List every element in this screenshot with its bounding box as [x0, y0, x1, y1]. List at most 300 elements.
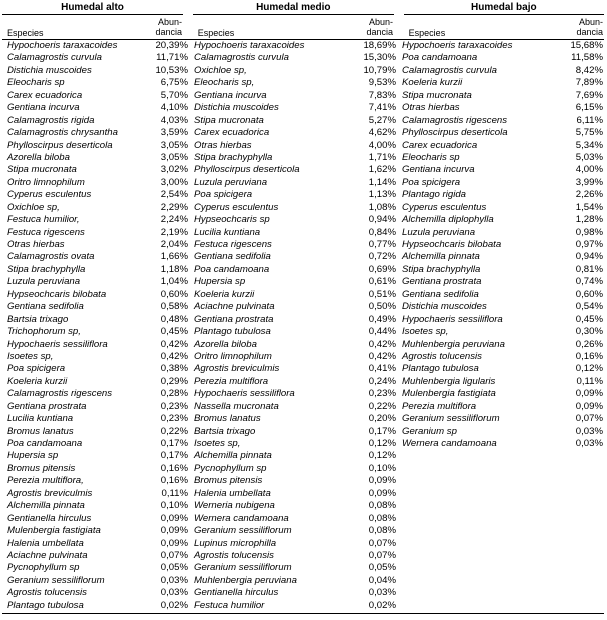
- species-name: Agrostis tolucensis: [194, 549, 274, 561]
- abundance-value: 0,50%: [368, 301, 396, 313]
- body-column-medio: [189, 40, 397, 612]
- species-name: Pycnophyllum sp: [7, 562, 80, 574]
- species-name: Plantago rigida: [402, 189, 467, 201]
- table-row: [2, 475, 189, 487]
- abundance-value: 0,10%: [160, 500, 188, 512]
- abundance-value: 4,03%: [160, 114, 188, 126]
- species-name: Stipa brachyphylla: [194, 151, 273, 163]
- species-name: Halenia umbellata: [7, 537, 84, 549]
- table-row: [2, 513, 189, 525]
- abundance-value: 2,29%: [160, 201, 188, 213]
- abundance-value: 0,28%: [160, 388, 188, 400]
- abundance-value: 7,89%: [575, 77, 603, 89]
- abundance-value: 1,13%: [368, 189, 396, 201]
- abundance-value: 5,27%: [368, 114, 396, 126]
- species-name: Stipa mucronata: [194, 114, 264, 126]
- header-abundance-medio: [349, 15, 394, 39]
- table-row: [189, 488, 397, 500]
- abundance-value: 2,04%: [160, 239, 188, 250]
- abundance-value: 0,12%: [368, 438, 396, 449]
- table-row: [2, 239, 189, 251]
- table-row: [189, 202, 397, 214]
- abundance-value: 0,09%: [160, 512, 188, 524]
- species-name: Trichophorum sp,: [7, 326, 81, 338]
- abundance-value: 5,03%: [575, 151, 603, 163]
- abundance-value: 5,75%: [575, 127, 603, 139]
- table-bottom-rule: [2, 613, 604, 614]
- table-row: [2, 550, 189, 562]
- species-name: Plantago tubulosa: [402, 363, 479, 375]
- abundance-value: 0,03%: [368, 587, 396, 599]
- species-name: Azorella biloba: [7, 151, 70, 163]
- table-row: [397, 301, 604, 313]
- species-name: Plantago tubulosa: [194, 326, 271, 338]
- species-name: Poa candamoana: [194, 263, 270, 275]
- abundance-value: 0,81%: [575, 263, 603, 275]
- species-name: Alchemilla pinnata: [194, 450, 272, 462]
- body-column-bajo: [397, 40, 604, 612]
- table-row: [397, 264, 604, 276]
- table-row: [189, 413, 397, 425]
- table-row: [189, 40, 397, 52]
- table-row: [189, 65, 397, 77]
- abundance-value: 0,08%: [368, 512, 396, 524]
- species-name: Luzula peruviana: [194, 176, 268, 188]
- abundance-value: 11,58%: [571, 52, 603, 64]
- species-name: Cyperus esculentus: [7, 189, 92, 201]
- abundance-value: 0,02%: [368, 599, 396, 611]
- abundance-value: 0,12%: [368, 450, 396, 462]
- header-abundance-bajo: [560, 15, 604, 39]
- table-row: [2, 376, 189, 388]
- species-name: Calamagrostis chrysantha: [7, 127, 118, 139]
- table-row: [189, 301, 397, 313]
- abundance-value: 0,61%: [368, 276, 396, 288]
- table-row: [2, 251, 189, 263]
- species-name: Hypochaeris sessiliflora: [7, 338, 108, 350]
- table-row: [2, 363, 189, 375]
- table-row: [189, 475, 397, 487]
- table-row: [189, 52, 397, 64]
- species-name: Bromus lanatus: [194, 413, 261, 425]
- abundance-value: 0,07%: [160, 549, 188, 561]
- species-name: Bromus pitensis: [194, 475, 263, 487]
- species-name: Alchemilla pinnata: [402, 251, 480, 263]
- table-row: [397, 401, 604, 413]
- abundance-value: 1,04%: [160, 276, 188, 288]
- table-row: [397, 177, 604, 189]
- abundance-value: 6,11%: [576, 114, 603, 126]
- species-name: Oritro limnophilum: [7, 176, 85, 188]
- species-name: Poa spicigera: [402, 176, 461, 188]
- table-row: [2, 388, 189, 400]
- table-row: [189, 525, 397, 537]
- abundance-value: 0,22%: [160, 425, 188, 437]
- table-row: [397, 438, 604, 450]
- table-row: [397, 90, 604, 102]
- group-title-row: [2, 2, 604, 15]
- abundance-value: 0,51%: [368, 288, 396, 300]
- table-row: [2, 426, 189, 438]
- abundance-value: 18,69%: [363, 40, 396, 51]
- table-row: [397, 426, 604, 438]
- group-title-bajo: Humedal bajo: [404, 2, 604, 15]
- table-row: [397, 77, 604, 89]
- table-row: [397, 388, 604, 400]
- table-row: [2, 339, 189, 351]
- table-row: [189, 562, 397, 574]
- abundance-value: 0,17%: [160, 438, 188, 449]
- abundance-value: 0,05%: [160, 562, 188, 574]
- abundance-value: 0,03%: [160, 587, 188, 599]
- abundance-value: 15,68%: [570, 40, 603, 51]
- abundance-value: 0,54%: [575, 301, 603, 313]
- abundance-value: 7,41%: [368, 102, 396, 114]
- species-name: Agrostis tolucensis: [402, 350, 482, 362]
- table-row: [397, 351, 604, 363]
- table-row: [397, 289, 604, 301]
- table-row: [2, 488, 189, 500]
- species-name: Gentiana incurva: [7, 102, 80, 114]
- species-name: Gentiana prostrata: [194, 313, 274, 325]
- table-row: [397, 227, 604, 239]
- abundance-value: 0,10%: [368, 462, 396, 474]
- abundance-value: 6,75%: [160, 77, 188, 89]
- table-row: [2, 538, 189, 550]
- abundance-value: 1,54%: [575, 201, 603, 213]
- table-row: [397, 276, 604, 288]
- abundance-value: 2,54%: [160, 189, 188, 201]
- table-row: [189, 538, 397, 550]
- species-name: Bartsia trixago: [194, 425, 256, 437]
- table-row: [397, 140, 604, 152]
- abundance-value: 0,38%: [160, 363, 188, 375]
- abundance-value: 1,18%: [160, 263, 188, 275]
- species-name: Geranium sessiliflorum: [194, 562, 292, 574]
- table-row: [2, 289, 189, 301]
- table-row: [189, 189, 397, 201]
- species-name: Poa candamoana: [7, 438, 83, 449]
- abundance-value: 0,02%: [160, 599, 188, 611]
- species-name: Koeleria kurzii: [7, 375, 68, 387]
- species-name: Eleocharis sp: [402, 151, 460, 163]
- table-row: [189, 90, 397, 102]
- species-name: Carex ecuadorica: [194, 127, 270, 139]
- species-name: Agrostis tolucensis: [7, 587, 87, 599]
- table-row: [2, 575, 189, 587]
- abundance-value: 0,22%: [368, 400, 396, 412]
- species-name: Distichia muscoides: [402, 301, 487, 313]
- abundance-value: 0,26%: [575, 338, 603, 350]
- abundance-value: 0,60%: [575, 288, 603, 300]
- species-name: Alchemilla diplophylla: [402, 214, 494, 226]
- species-name: Perezia multiflora: [402, 400, 477, 412]
- table-row: [397, 413, 604, 425]
- abundance-value: 11,71%: [156, 52, 188, 64]
- species-name: Phylloscirpus deserticola: [194, 164, 300, 176]
- table-row: [397, 52, 604, 64]
- species-name: Calamagrostis curvula: [194, 52, 289, 64]
- table-row: [397, 40, 604, 52]
- abundance-value: 4,62%: [368, 127, 396, 139]
- species-name: Calamagrostis rigescens: [7, 388, 113, 400]
- abundance-value: 6,15%: [575, 102, 603, 114]
- abundance-value: 0,08%: [368, 525, 396, 537]
- abundance-value: 7,83%: [368, 89, 396, 101]
- species-name: Festuca rigescens: [194, 239, 272, 250]
- table-row: [2, 264, 189, 276]
- species-name: Hypseochcaris bilobata: [402, 239, 502, 250]
- table-row: [2, 164, 189, 176]
- abundance-value: 8,42%: [575, 64, 603, 76]
- abundance-value: 0,16%: [160, 475, 188, 487]
- abundance-value: 0,84%: [368, 226, 396, 238]
- species-name: Isoetes sp,: [402, 326, 449, 338]
- abundance-value: 0,07%: [575, 413, 603, 425]
- species-name: Stipa mucronata: [7, 164, 77, 176]
- species-name: Hypochoeris taraxacoides: [7, 40, 118, 51]
- abundance-value: 1,28%: [575, 214, 603, 226]
- species-name: Gentiana sedifolia: [402, 288, 479, 300]
- table-row: [189, 251, 397, 263]
- abundance-value: 0,29%: [160, 375, 188, 387]
- table-row: [397, 127, 604, 139]
- abundance-value: 0,74%: [575, 276, 603, 288]
- table-row: [2, 115, 189, 127]
- table-row: [189, 264, 397, 276]
- table-row: [189, 388, 397, 400]
- species-name: Lucilia kuntiana: [7, 413, 74, 425]
- abundance-value: 0,69%: [368, 263, 396, 275]
- table-row: [397, 326, 604, 338]
- abundance-value: 2,19%: [160, 226, 188, 238]
- abundance-value: 0,58%: [160, 301, 188, 313]
- species-name: Oxichloe sp,: [194, 64, 247, 76]
- species-name: Plantago tubulosa: [7, 599, 84, 611]
- abundance-value: 1,14%: [368, 176, 396, 188]
- species-name: Hypochaeris sessiliflora: [194, 388, 295, 400]
- table-row: [2, 40, 189, 52]
- species-name: Halenia umbellata: [194, 487, 271, 499]
- table-row: [2, 227, 189, 239]
- abundance-value: 0,03%: [160, 574, 188, 586]
- table-row: [397, 102, 604, 114]
- abundance-value: 0,94%: [575, 251, 603, 263]
- table-row: [2, 301, 189, 313]
- group-title-alto: Humedal alto: [2, 2, 183, 15]
- abundance-value: 0,08%: [368, 500, 396, 512]
- abundance-value: 0,24%: [368, 375, 396, 387]
- table-row: [189, 351, 397, 363]
- table-row: [2, 189, 189, 201]
- abundance-value: 5,70%: [160, 89, 188, 101]
- abundance-value: 0,11%: [576, 375, 603, 387]
- species-name: Calamagrostis rigida: [7, 114, 95, 126]
- table-row: [2, 600, 189, 612]
- abundance-value: 0,42%: [368, 350, 396, 362]
- abundance-value: 0,07%: [368, 537, 396, 549]
- abundance-value: 0,07%: [368, 549, 396, 561]
- species-name: Gentiana incurva: [194, 89, 267, 101]
- species-name: Eleocharis sp: [7, 77, 65, 89]
- species-name: Festuca humilior,: [7, 214, 80, 226]
- table-row: [2, 413, 189, 425]
- abundance-value: 4,10%: [160, 102, 188, 114]
- species-name: Werneria nubigena: [194, 500, 275, 512]
- table-row: [2, 77, 189, 89]
- table-row: [189, 426, 397, 438]
- table-row: [189, 152, 397, 164]
- table-row: [189, 239, 397, 251]
- abundance-value: 0,49%: [368, 313, 396, 325]
- table-row: [397, 202, 604, 214]
- abundance-value: 10,53%: [155, 64, 188, 76]
- table-row: [2, 127, 189, 139]
- abundance-value: 0,11%: [161, 487, 188, 499]
- abundance-value: 0,45%: [575, 313, 603, 325]
- table-row: [189, 314, 397, 326]
- species-name: Mulenbergia fastigiata: [7, 525, 101, 537]
- species-name: Carex ecuadorica: [402, 139, 478, 151]
- species-name: Stipa brachyphylla: [7, 263, 86, 275]
- species-name: Gentianella hirculus: [194, 587, 279, 599]
- table-row: [189, 214, 397, 226]
- species-name: Otras hierbas: [194, 139, 252, 151]
- abundance-value: 0,23%: [160, 400, 188, 412]
- species-name: Oxichloe sp,: [7, 201, 60, 213]
- table-row: [189, 587, 397, 599]
- species-name: Calamagrostis rigescens: [402, 114, 508, 126]
- table-row: [397, 251, 604, 263]
- species-name: Cyperus esculentus: [402, 201, 487, 213]
- species-name: Hypseochcaris sp: [194, 214, 270, 226]
- table-row: [189, 363, 397, 375]
- table-row: [397, 164, 604, 176]
- abundance-value: 1,66%: [160, 251, 188, 263]
- species-name: Nassella mucronata: [194, 400, 279, 412]
- abundance-value: 0,23%: [160, 413, 188, 425]
- table-row: [189, 289, 397, 301]
- species-name: Eleocharis sp,: [194, 77, 255, 89]
- header-abundance-alto-text: Abun- dancia: [155, 17, 183, 37]
- table-row: [2, 52, 189, 64]
- table-row: [2, 214, 189, 226]
- table-row: [2, 326, 189, 338]
- abundance-value: 0,42%: [160, 350, 188, 362]
- abundance-value: 0,16%: [575, 350, 603, 362]
- table-row: [397, 339, 604, 351]
- species-name: Bromus pitensis: [7, 462, 76, 474]
- species-name: Hypochoeris taraxacoides: [402, 40, 513, 51]
- abundance-value: 4,00%: [575, 164, 603, 176]
- species-name: Aciachne pulvinata: [7, 549, 88, 561]
- table-row: [189, 102, 397, 114]
- species-name: Poa spicigera: [7, 363, 66, 375]
- species-name: Gentiana prostrata: [402, 276, 482, 288]
- abundance-value: 1,08%: [368, 201, 396, 213]
- species-name: Muhlenbergia ligularis: [402, 375, 496, 387]
- species-name: Lucilia kuntiana: [194, 226, 261, 238]
- abundance-value: 0,03%: [575, 438, 603, 449]
- table-row: [2, 177, 189, 189]
- abundance-value: 0,42%: [160, 338, 188, 350]
- abundance-value: 10,79%: [363, 64, 396, 76]
- table-row: [2, 152, 189, 164]
- table-row: [189, 376, 397, 388]
- table-row: [397, 189, 604, 201]
- table-row: [2, 202, 189, 214]
- abundance-value: 0,97%: [575, 239, 603, 250]
- abundance-value: 7,69%: [575, 89, 603, 101]
- species-name: Aciachne pulvinata: [194, 301, 275, 313]
- table-row: [189, 177, 397, 189]
- species-name: Hypochoeris taraxacoides: [194, 40, 305, 51]
- species-name: Otras hierbas: [7, 239, 65, 250]
- header-species-alto: Especies: [7, 28, 44, 38]
- species-name: Festuca rigescens: [7, 226, 85, 238]
- table-row: [397, 152, 604, 164]
- abundance-value: 15,30%: [363, 52, 396, 64]
- abundance-value: 0,20%: [368, 413, 396, 425]
- species-name: Luzula peruviana: [7, 276, 81, 288]
- abundance-value: 2,24%: [160, 214, 188, 226]
- species-name: Mulenbergia fastigiata: [402, 388, 496, 400]
- species-name: Cyperus esculentus: [194, 201, 279, 213]
- species-name: Gentiana sedifolia: [194, 251, 271, 263]
- abundance-table: [2, 2, 604, 612]
- abundance-value: 0,77%: [368, 239, 396, 250]
- table-row: [189, 164, 397, 176]
- abundance-value: 0,09%: [368, 487, 396, 499]
- table-row: [189, 463, 397, 475]
- column-header-row: [2, 15, 604, 40]
- table-row: [2, 65, 189, 77]
- species-name: Lupinus microphilla: [194, 537, 277, 549]
- abundance-value: 3,05%: [160, 139, 188, 151]
- abundance-value: 1,71%: [368, 151, 396, 163]
- body-column-alto: [2, 40, 189, 612]
- abundance-value: 0,05%: [368, 562, 396, 574]
- header-abundance-alto: [139, 15, 183, 39]
- species-name: Hypochaeris sessiliflora: [402, 313, 503, 325]
- abundance-value: 0,03%: [575, 425, 603, 437]
- table-row: [189, 227, 397, 239]
- species-name: Bromus lanatus: [7, 425, 74, 437]
- table-row: [2, 90, 189, 102]
- species-name: Perezia multiflora: [194, 375, 269, 387]
- table-row: [2, 438, 189, 450]
- species-name: Muhlenbergia peruviana: [194, 574, 297, 586]
- abundance-value: 3,05%: [160, 151, 188, 163]
- species-name: Gentianella hirculus: [7, 512, 92, 524]
- species-name: Luzula peruviana: [402, 226, 476, 238]
- species-name: Otras hierbas: [402, 102, 460, 114]
- group-title-medio: Humedal medio: [193, 2, 394, 15]
- table-row: [189, 450, 397, 462]
- species-name: Bartsia trixago: [7, 313, 69, 325]
- table-row: [189, 575, 397, 587]
- species-name: Wernera candamoana: [194, 512, 289, 524]
- abundance-value: 2,26%: [575, 189, 603, 201]
- table-row: [2, 102, 189, 114]
- header-species-bajo: Especies: [408, 28, 446, 38]
- abundance-value: 20,39%: [155, 40, 188, 51]
- abundance-value: 9,53%: [368, 77, 396, 89]
- table-row: [189, 600, 397, 612]
- species-name: Agrostis breviculmis: [194, 363, 280, 375]
- species-name: Muhlenbergia peruviana: [402, 338, 505, 350]
- abundance-value: 1,62%: [368, 164, 396, 176]
